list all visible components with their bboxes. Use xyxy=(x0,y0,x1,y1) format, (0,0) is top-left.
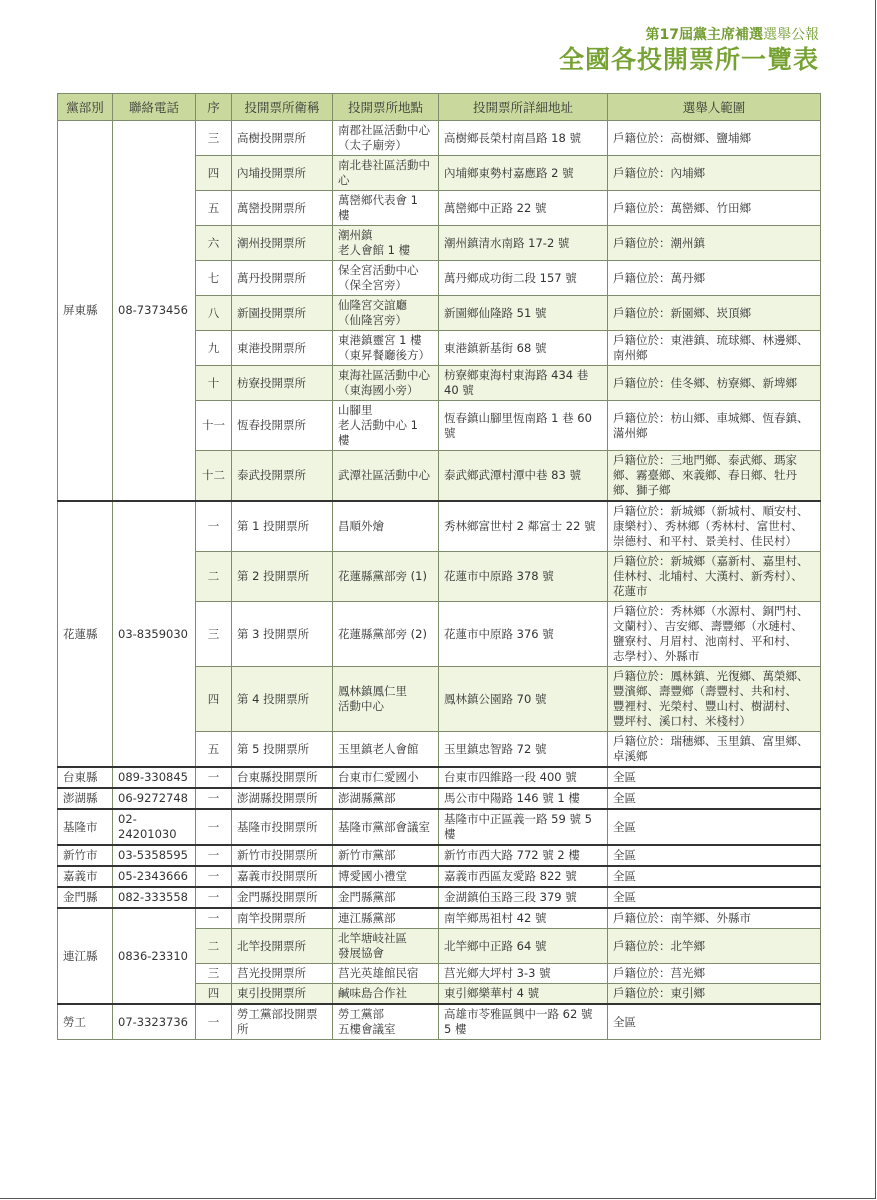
cell-line: 鳳林鎮公園路 70 號 xyxy=(444,691,547,706)
cell-line: 鄉、獅子鄉 xyxy=(613,483,671,497)
voter-scope-cell xyxy=(608,1004,821,1040)
voter-scope-cell xyxy=(608,451,821,502)
voter-scope-cell xyxy=(608,156,821,191)
station-name-cell: 東港投開票所 xyxy=(232,331,333,366)
cell-line: 全區 xyxy=(613,791,636,805)
location-cell xyxy=(333,866,439,887)
voter-scope-cell xyxy=(608,887,821,908)
cell-line: 南州鄉 xyxy=(613,348,648,362)
dept-cell: 勞工 xyxy=(58,1004,113,1040)
station-name-cell: 萬巒投開票所 xyxy=(232,191,333,226)
address-cell xyxy=(439,331,608,366)
cell-line: 台東市仁愛國小 xyxy=(338,770,419,784)
station-name-cell: 第 3 投開票所 xyxy=(232,602,333,667)
station-name-cell: 新竹市投開票所 xyxy=(232,845,333,866)
phone-cell: 03-8359030 xyxy=(113,501,196,767)
cell-line: 康樂村）、秀林鄉（秀林村、富世村、 xyxy=(613,519,803,533)
cell-line: 5 樓 xyxy=(444,1022,467,1036)
cell-line: 花蓮市中原路 376 號 xyxy=(444,626,554,641)
cell-line: 枋寮鄉東海村東海路 434 巷 xyxy=(444,368,589,382)
cell-line: 全區 xyxy=(613,770,636,784)
location-cell xyxy=(333,401,439,451)
address-cell xyxy=(439,401,608,451)
voter-scope-cell xyxy=(608,788,821,809)
cell-line: 戶籍位於：三地門鄉、泰武鄉、瑪家 xyxy=(613,453,797,467)
station-name-cell: 第 5 投開票所 xyxy=(232,732,333,768)
cell-line: 新竹市黨部 xyxy=(338,848,396,862)
phone-cell: 06-9272748 xyxy=(113,788,196,809)
table-row xyxy=(58,501,821,552)
cell-line: 志學村）、外縣市 xyxy=(613,649,700,663)
voter-scope-cell xyxy=(608,964,821,984)
cell-line: 金湖鎮伯玉路三段 379 號 xyxy=(444,890,577,904)
cell-line: 高樹鄉長榮村南昌路 18 號 xyxy=(444,130,581,145)
voter-scope-cell xyxy=(608,667,821,732)
location-cell xyxy=(333,552,439,602)
location-cell xyxy=(333,732,439,768)
seq-cell: 十一 xyxy=(196,401,232,451)
cell-line: 戶籍位於：內埔鄉 xyxy=(613,165,705,180)
seq-cell: 三 xyxy=(196,602,232,667)
dept-group xyxy=(58,845,821,866)
location-cell xyxy=(333,156,439,191)
cell-line: 老人會館 1 樓 xyxy=(338,243,411,257)
seq-cell: 一 xyxy=(196,788,232,809)
cell-line: 全區 xyxy=(613,1014,636,1029)
address-cell xyxy=(439,1004,608,1040)
seq-cell: 七 xyxy=(196,261,232,296)
voter-scope-cell xyxy=(608,261,821,296)
col-header-dept: 黨部別 xyxy=(58,94,113,121)
voter-scope-cell xyxy=(608,732,821,768)
cell-line: 東海社區活動中心 xyxy=(338,368,430,382)
col-header-location: 投開票所地點 xyxy=(333,94,439,121)
voter-scope-cell xyxy=(608,121,821,156)
cell-line: 花蓮市 xyxy=(613,584,648,598)
address-cell xyxy=(439,667,608,732)
voter-scope-cell xyxy=(608,809,821,845)
cell-line: 鹹味島合作社 xyxy=(338,986,407,1000)
dept-group xyxy=(58,767,821,788)
cell-line: 戶籍位於：萬丹鄉 xyxy=(613,270,705,285)
station-name-cell: 金門縣投開票所 xyxy=(232,887,333,908)
phone-cell: 0836-23310 xyxy=(113,908,196,1004)
cell-line: 保全宮活動中心 xyxy=(338,263,419,277)
cell-line: 澎湖縣黨部 xyxy=(338,791,396,805)
cell-line: 北竿塘岐社區 xyxy=(338,931,407,945)
dept-cell: 基隆市 xyxy=(58,809,113,845)
address-cell xyxy=(439,191,608,226)
page-title: 全國各投開票所一覽表 xyxy=(558,45,819,74)
station-name-cell: 第 2 投開票所 xyxy=(232,552,333,602)
voter-scope-cell xyxy=(608,929,821,964)
location-cell xyxy=(333,451,439,502)
address-cell xyxy=(439,908,608,929)
cell-line: 五樓會議室 xyxy=(338,1022,396,1036)
dept-cell: 新竹市 xyxy=(58,845,113,866)
station-name-cell: 東引投開票所 xyxy=(232,984,333,1005)
cell-line: 全區 xyxy=(613,848,636,862)
location-cell xyxy=(333,366,439,401)
cell-line: （仙隆宮旁） xyxy=(338,313,407,327)
dept-group xyxy=(58,788,821,809)
cell-line: 基隆市中正區義一路 59 號 5 樓 xyxy=(444,812,592,841)
seq-cell: 九 xyxy=(196,331,232,366)
location-cell xyxy=(333,984,439,1005)
cell-line: 戶籍位於：新城鄉（新城村、順安村、 xyxy=(613,504,809,518)
cell-line: 東港鎮新基街 68 號 xyxy=(444,340,547,355)
cell-line: 全區 xyxy=(613,869,636,883)
address-cell xyxy=(439,788,608,809)
col-header-address: 投開票所詳細地址 xyxy=(439,94,608,121)
station-name-cell: 勞工黨部投開票所 xyxy=(232,1004,333,1040)
location-cell xyxy=(333,767,439,788)
address-cell xyxy=(439,366,608,401)
cell-line: 北竿鄉中正路 64 號 xyxy=(444,938,547,953)
cell-line: 豐濱鄉、壽豐鄉（壽豐村、共和村、 xyxy=(613,684,797,698)
cell-line: 金門縣黨部 xyxy=(338,890,396,904)
station-name-cell: 恆春投開票所 xyxy=(232,401,333,451)
phone-cell: 03-5358595 xyxy=(113,845,196,866)
cell-line: 昌順外燴 xyxy=(338,519,384,533)
dept-cell: 屏東縣 xyxy=(58,121,113,502)
location-cell xyxy=(333,788,439,809)
cell-line: 潮州鎮 xyxy=(338,228,373,242)
location-cell xyxy=(333,908,439,929)
seq-cell: 三 xyxy=(196,121,232,156)
dept-group xyxy=(58,1004,821,1040)
seq-cell: 五 xyxy=(196,732,232,768)
station-name-cell: 北竿投開票所 xyxy=(232,929,333,964)
dept-group xyxy=(58,908,821,1004)
location-cell xyxy=(333,887,439,908)
address-cell xyxy=(439,964,608,984)
seq-cell: 一 xyxy=(196,866,232,887)
cell-line: 佳林村、北埔村、大漢村、新秀村）、 xyxy=(613,569,803,583)
location-cell xyxy=(333,121,439,156)
location-cell xyxy=(333,191,439,226)
cell-line: 戶籍位於：佳冬鄉、枋寮鄉、新埤鄉 xyxy=(613,375,797,390)
dept-cell: 連江縣 xyxy=(58,908,113,1004)
location-cell xyxy=(333,331,439,366)
voter-scope-cell xyxy=(608,366,821,401)
seq-cell: 一 xyxy=(196,767,232,788)
table-row xyxy=(58,788,821,809)
seq-cell: 五 xyxy=(196,191,232,226)
address-cell xyxy=(439,845,608,866)
col-header-voter-scope: 選舉人範圍 xyxy=(608,94,821,121)
cell-line: 莒光鄉大坪村 3-3 號 xyxy=(444,966,551,980)
voter-scope-cell xyxy=(608,226,821,261)
address-cell xyxy=(439,121,608,156)
cell-line: 戶籍位於：莒光鄉 xyxy=(613,966,705,980)
cell-line: 萬巒鄉代表會 1 樓 xyxy=(338,193,418,222)
cell-line: 花蓮縣黨部旁 (2) xyxy=(338,626,427,641)
cell-line: （保全宮旁） xyxy=(338,278,407,292)
cell-line: 滿州鄉 xyxy=(613,425,648,440)
cell-line: 豐坪村、溪口村、米棧村） xyxy=(613,714,751,728)
cell-line: 戶籍位於：枋山鄉、車城鄉、恆春鎮、 xyxy=(613,410,809,425)
cell-line: 玉里鎮忠智路 72 號 xyxy=(444,741,547,756)
phone-cell: 05-2343666 xyxy=(113,866,196,887)
address-cell xyxy=(439,451,608,502)
station-name-cell: 新園投開票所 xyxy=(232,296,333,331)
cell-line: 內埔鄉東勢村嘉應路 2 號 xyxy=(444,165,574,180)
location-cell xyxy=(333,667,439,732)
station-name-cell: 第 1 投開票所 xyxy=(232,501,333,552)
cell-line: 戶籍位於：萬巒鄉、竹田鄉 xyxy=(613,200,751,215)
seq-cell: 一 xyxy=(196,809,232,845)
table-row xyxy=(58,887,821,908)
address-cell xyxy=(439,602,608,667)
dept-cell: 金門縣 xyxy=(58,887,113,908)
cell-line: 戶籍位於：北竿鄉 xyxy=(613,938,705,953)
cell-line: 鳳林鎮鳳仁里 xyxy=(338,684,407,698)
cell-line: 戶籍位於：南竿鄉、外縣市 xyxy=(613,911,751,925)
dept-group xyxy=(58,121,821,502)
dept-cell: 嘉義市 xyxy=(58,866,113,887)
address-cell xyxy=(439,296,608,331)
cell-line: 東引鄉樂華村 4 號 xyxy=(444,986,540,1000)
seq-cell: 一 xyxy=(196,845,232,866)
table-row xyxy=(58,809,821,845)
seq-cell: 八 xyxy=(196,296,232,331)
seq-cell: 四 xyxy=(196,156,232,191)
phone-cell: 08-7373456 xyxy=(113,121,196,502)
address-cell xyxy=(439,809,608,845)
location-cell xyxy=(333,261,439,296)
cell-line: 鹽寮村、月眉村、池南村、平和村、 xyxy=(613,634,797,648)
table-row xyxy=(58,767,821,788)
station-name-cell: 枋寮投開票所 xyxy=(232,366,333,401)
cell-line: 馬公市中陽路 146 號 1 樓 xyxy=(444,791,580,805)
cell-line: 鄉、霧臺鄉、來義鄉、春日鄉、牡丹 xyxy=(613,468,797,482)
cell-line: 武潭社區活動中心 xyxy=(338,468,430,482)
location-cell xyxy=(333,296,439,331)
cell-line: 南竿鄉馬祖村 42 號 xyxy=(444,911,547,925)
station-name-cell: 莒光投開票所 xyxy=(232,964,333,984)
address-cell xyxy=(439,732,608,768)
phone-cell: 07-3323736 xyxy=(113,1004,196,1040)
seq-cell: 二 xyxy=(196,929,232,964)
cell-line: 仙隆宮交誼廳 xyxy=(338,298,407,312)
cell-line: 山腳里 xyxy=(338,403,373,417)
address-cell xyxy=(439,501,608,552)
station-name-cell: 萬丹投開票所 xyxy=(232,261,333,296)
station-name-cell: 基隆市投開票所 xyxy=(232,809,333,845)
address-cell xyxy=(439,156,608,191)
station-name-cell: 潮州投開票所 xyxy=(232,226,333,261)
cell-line: 高雄市苓雅區興中一路 62 號 xyxy=(444,1007,593,1021)
page-header xyxy=(559,26,819,76)
location-cell xyxy=(333,964,439,984)
dept-group xyxy=(58,887,821,908)
station-name-cell: 內埔投開票所 xyxy=(232,156,333,191)
voter-scope-cell xyxy=(608,331,821,366)
voter-scope-cell xyxy=(608,602,821,667)
cell-line: 40 號 xyxy=(444,383,474,397)
station-name-cell: 高樹投開票所 xyxy=(232,121,333,156)
cell-line: 南郡社區活動中心 xyxy=(338,123,430,137)
cell-line: 玉里鎮老人會館 xyxy=(338,741,419,756)
cell-line: （東昇餐廳後方） xyxy=(338,348,430,362)
station-name-cell: 南竿投開票所 xyxy=(232,908,333,929)
cell-line: 莒光英雄館民宿 xyxy=(338,966,419,980)
location-cell xyxy=(333,501,439,552)
cell-line: 文蘭村）、吉安鄉、壽豐鄉（水璉村、 xyxy=(613,619,803,633)
address-cell xyxy=(439,866,608,887)
voter-scope-cell xyxy=(608,191,821,226)
cell-line: 花蓮縣黨部旁 (1) xyxy=(338,569,427,583)
cell-line: 戶籍位於：新城鄉（嘉新村、嘉里村、 xyxy=(613,554,809,568)
voter-scope-cell xyxy=(608,908,821,929)
cell-line: 南北巷社區活動中心 xyxy=(338,158,430,187)
address-cell xyxy=(439,767,608,788)
cell-line: 泰武鄉武潭村潭中巷 83 號 xyxy=(444,468,581,482)
cell-line: 台東市四維路一段 400 號 xyxy=(444,770,577,784)
voter-scope-cell xyxy=(608,866,821,887)
voter-scope-cell xyxy=(608,501,821,552)
voter-scope-cell xyxy=(608,984,821,1005)
cell-line: （太子廟旁） xyxy=(338,138,407,152)
location-cell xyxy=(333,845,439,866)
dept-group xyxy=(58,809,821,845)
cell-line: 戶籍位於：潮州鎮 xyxy=(613,235,705,250)
station-name-cell: 台東縣投開票所 xyxy=(232,767,333,788)
seq-cell: 一 xyxy=(196,887,232,908)
cell-line: 全區 xyxy=(613,890,636,904)
cell-line: 萬巒鄉中正路 22 號 xyxy=(444,200,547,215)
voter-scope-cell xyxy=(608,296,821,331)
cell-line: 發展協會 xyxy=(338,946,384,960)
cell-line: 戶籍位於：瑞穗鄉、玉里鎮、富里鄉、 xyxy=(613,734,809,748)
phone-cell: 082-333558 xyxy=(113,887,196,908)
dept-group xyxy=(58,866,821,887)
seq-cell: 一 xyxy=(196,1004,232,1040)
cell-line: 全區 xyxy=(613,819,636,834)
cell-line: 老人活動中心 1 樓 xyxy=(338,418,418,447)
location-cell xyxy=(333,809,439,845)
cell-line: 潮州鎮清水南路 17-2 號 xyxy=(444,235,570,250)
seq-cell: 六 xyxy=(196,226,232,261)
address-cell xyxy=(439,552,608,602)
table-header-row xyxy=(58,94,821,121)
voter-scope-cell xyxy=(608,552,821,602)
station-name-cell: 嘉義市投開票所 xyxy=(232,866,333,887)
polling-stations-table xyxy=(57,93,821,1040)
table-row xyxy=(58,121,821,156)
seq-cell: 十 xyxy=(196,366,232,401)
cell-line: （東海國小旁） xyxy=(338,383,419,397)
dept-cell: 澎湖縣 xyxy=(58,788,113,809)
seq-cell: 四 xyxy=(196,984,232,1005)
cell-line: 連江縣黨部 xyxy=(338,911,396,925)
seq-cell: 三 xyxy=(196,964,232,984)
dept-cell: 台東縣 xyxy=(58,767,113,788)
location-cell xyxy=(333,929,439,964)
location-cell xyxy=(333,602,439,667)
cell-line: 卓溪鄉 xyxy=(613,749,648,763)
cell-line: 嘉義市西區友愛路 822 號 xyxy=(444,869,577,883)
bulletin-subtitle xyxy=(559,26,819,44)
location-cell xyxy=(333,226,439,261)
cell-line: 崇德村、和平村、景美村、佳民村） xyxy=(613,534,797,548)
cell-line: 花蓮市中原路 378 號 xyxy=(444,569,554,583)
station-name-cell: 澎湖縣投開票所 xyxy=(232,788,333,809)
col-header-seq: 序 xyxy=(196,94,232,121)
cell-line: 新園鄉仙隆路 51 號 xyxy=(444,305,547,320)
cell-line: 秀林鄉富世村 2 鄰富士 22 號 xyxy=(444,519,596,533)
seq-cell: 一 xyxy=(196,908,232,929)
phone-cell: 089-330845 xyxy=(113,767,196,788)
voter-scope-cell xyxy=(608,845,821,866)
location-cell xyxy=(333,1004,439,1040)
seq-cell: 四 xyxy=(196,667,232,732)
dept-cell: 花蓮縣 xyxy=(58,501,113,767)
cell-line: 戶籍位於：高樹鄉、鹽埔鄉 xyxy=(613,130,751,145)
cell-line: 豐裡村、光榮村、豐山村、樹湖村、 xyxy=(613,699,797,713)
cell-line: 基隆市黨部會議室 xyxy=(338,819,430,834)
table-row xyxy=(58,1004,821,1040)
cell-line: 博愛國小禮堂 xyxy=(338,869,407,883)
cell-line: 戶籍位於：東引鄉 xyxy=(613,986,705,1000)
seq-cell: 十二 xyxy=(196,451,232,502)
seq-cell: 二 xyxy=(196,552,232,602)
cell-line: 恆春鎮山腳里恆南路 1 巷 60 號 xyxy=(444,410,592,440)
address-cell xyxy=(439,226,608,261)
voter-scope-cell xyxy=(608,767,821,788)
dept-group xyxy=(58,501,821,767)
address-cell xyxy=(439,887,608,908)
cell-line: 戶籍位於：東港鎮、琉球鄉、林邊鄉、 xyxy=(613,333,809,347)
subtitle-bulletin: 選舉公報 xyxy=(763,27,819,43)
cell-line: 萬丹鄉成功街二段 157 號 xyxy=(444,270,577,285)
col-header-phone: 聯絡電話 xyxy=(113,94,196,121)
col-header-station-name: 投開票所衛稱 xyxy=(232,94,333,121)
address-cell xyxy=(439,929,608,964)
cell-line: 活動中心 xyxy=(338,699,384,713)
station-name-cell: 泰武投開票所 xyxy=(232,451,333,502)
subtitle-election: 第17屆黨主席補選 xyxy=(645,27,763,43)
cell-line: 勞工黨部 xyxy=(338,1007,384,1021)
table-row xyxy=(58,866,821,887)
cell-line: 戶籍位於：新園鄉、崁頂鄉 xyxy=(613,305,751,320)
voter-scope-cell xyxy=(608,401,821,451)
phone-cell: 02-24201030 xyxy=(113,809,196,845)
cell-line: 東港鎮靈宮 1 樓 xyxy=(338,333,422,347)
table-row xyxy=(58,908,821,929)
seq-cell: 一 xyxy=(196,501,232,552)
cell-line: 新竹市西大路 772 號 2 樓 xyxy=(444,848,580,862)
table-row xyxy=(58,845,821,866)
address-cell xyxy=(439,984,608,1005)
cell-line: 戶籍位於：鳳林鎮、光復鄉、萬榮鄉、 xyxy=(613,669,809,683)
cell-line: 戶籍位於：秀林鄉（水源村、銅門村、 xyxy=(613,604,809,618)
station-name-cell: 第 4 投開票所 xyxy=(232,667,333,732)
address-cell xyxy=(439,261,608,296)
